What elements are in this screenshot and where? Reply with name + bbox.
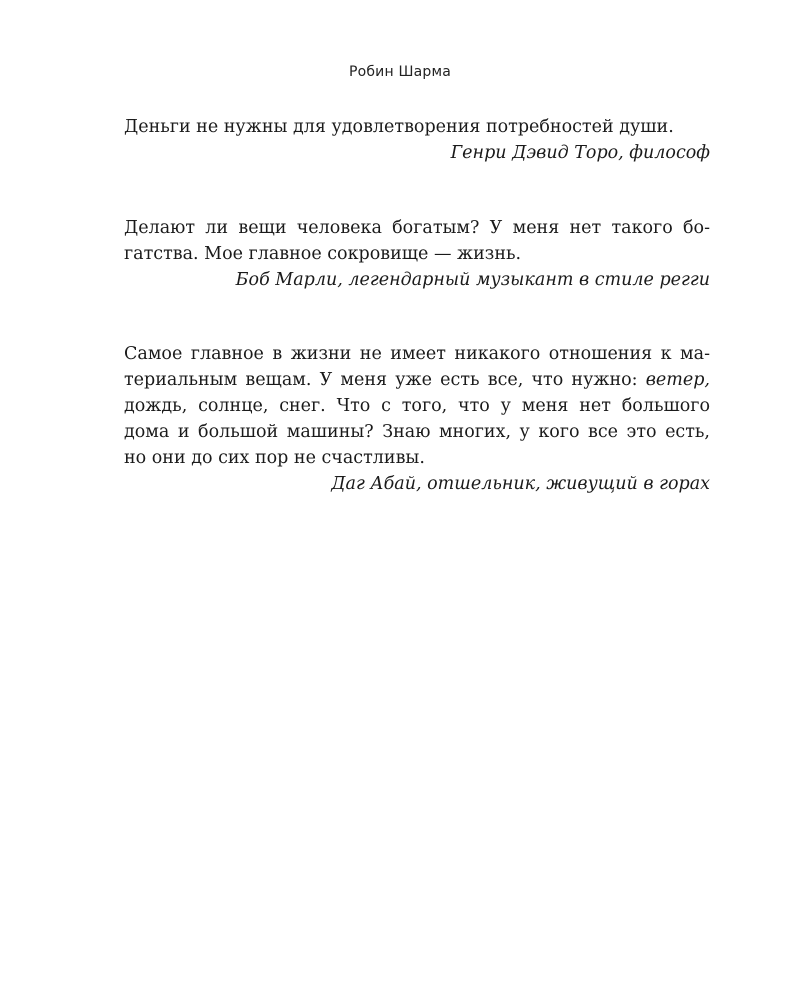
quote-line-text: териальным вещам. У меня уже есть все, что нужно: bbox=[124, 370, 646, 390]
epigraph-abay bbox=[124, 341, 710, 497]
quote-line: дождь, солнце, снег. Что с того, что у меня нет большого bbox=[124, 396, 710, 416]
quote-line: гатства. Мое главное сокровище — жизнь. bbox=[124, 244, 522, 264]
epigraph-marley bbox=[124, 215, 710, 293]
quote-line: Самое главное в жизни не имеет никакого отношения к ма- bbox=[124, 344, 710, 364]
epigraph-attribution: Даг Абай, отшельник, живущий в горах bbox=[331, 474, 710, 494]
quote-line: дома и большой машины? Знаю многих, у кого все это есть, bbox=[124, 422, 710, 442]
epigraph-quote bbox=[124, 341, 710, 471]
quote-line bbox=[124, 367, 710, 393]
epigraph-attribution: Боб Марли, легендарный музыкант в стиле регги bbox=[235, 270, 710, 290]
epigraph-attribution: Генри Дэвид Торо, философ bbox=[450, 143, 710, 163]
epigraph-quote bbox=[124, 215, 710, 267]
quote-line: Делают ли вещи человека богатым? У меня нет такого бо- bbox=[124, 218, 710, 238]
quote-italic-word: ветер, bbox=[645, 370, 710, 390]
quote-line: Деньги не нужны для удовлетворения потребностей души. bbox=[124, 117, 674, 137]
running-head-author: Робин Шарма bbox=[348, 64, 452, 80]
epigraph-quote bbox=[124, 114, 710, 140]
quote-line: но они до сих пор не счастливы. bbox=[124, 448, 425, 468]
epigraph-thoreau bbox=[124, 114, 710, 166]
